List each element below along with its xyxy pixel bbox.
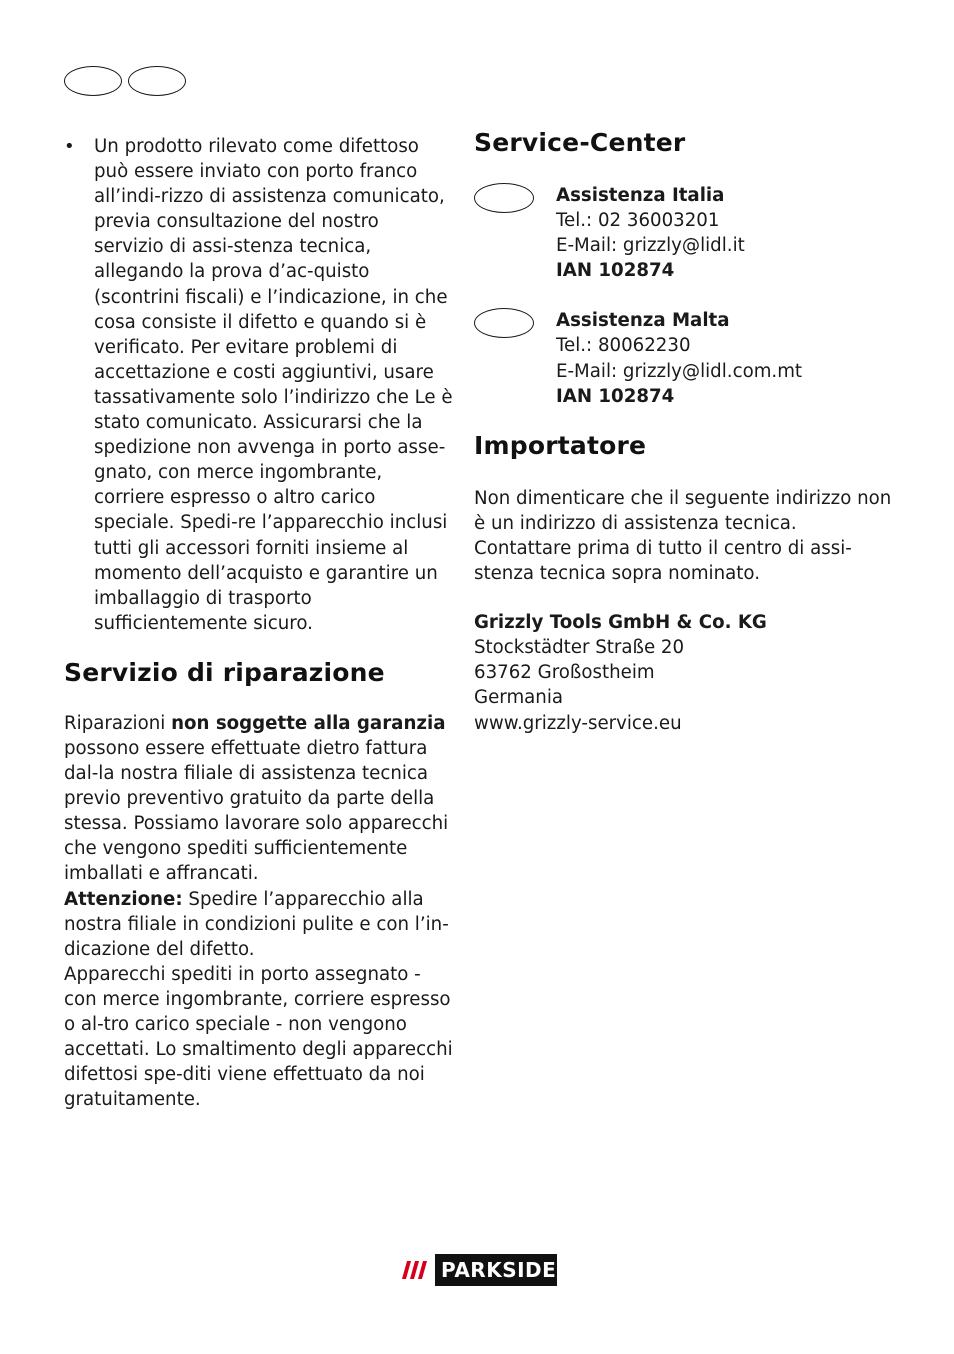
importer-address [474, 610, 894, 735]
country-oval-italy [474, 183, 534, 213]
country-oval-malta [474, 308, 534, 338]
malta-tel: Tel.: 80062230 [556, 335, 691, 357]
logo-stripes-icon [397, 1254, 435, 1286]
bullet-text: Un prodotto rilevato come difettoso può essere inviato con porto franco all’indi-rizzo di assistenza comunicato, previa consultazione del nostro servizio di assi-stenza tecnica, allegando la prova d’ac-quisto (scontrini fiscali) e l’indicazione, in che cosa consiste il difetto e quando si è verificato. Per evitare problemi di accettazione e costi aggiuntivi, usare tassativamente solo l’indirizzo che Le è stato comunicato. Assicurarsi che la spedizione non avvenga in porto asse-gnato, con merce ingombrante, corriere espresso o altro carico speciale. Spedi-re l’apparecchio inclusi tutti gli accessori forniti insieme al momento dell’acquisto e garantire un imballaggio di trasporto sufficientemente sicuro. [94, 136, 453, 634]
malta-email: E-Mail: grizzly@lidl.com.mt [556, 360, 803, 382]
logo-text: PARKSIDE [441, 1258, 557, 1282]
italy-ian: IAN 102874 [556, 260, 675, 282]
malta-name: Assistenza Malta [556, 310, 730, 332]
italy-name: Assistenza Italia [556, 185, 725, 206]
company-name: Grizzly Tools GmbH & Co. KG [474, 612, 767, 634]
company-website: www.grizzly-service.eu [474, 712, 682, 734]
language-oval-right [128, 66, 186, 96]
company-country: Germania [474, 687, 564, 709]
company-city: 63762 Großostheim [474, 662, 655, 684]
importer-text: Non dimenticare che il seguente indirizzo non è un indirizzo di assistenza tecnica. Contattare prima di tutto il centro di assi-stenza tecnica sopra nominato. [474, 487, 892, 585]
service-malta [474, 308, 894, 408]
parkside-logo [397, 1254, 557, 1286]
service-italy [474, 183, 894, 283]
language-markers [64, 66, 190, 98]
company-street: Stockstädter Straße 20 [474, 637, 685, 659]
importer-heading: Importatore [474, 430, 647, 460]
repair-p1-text-after: possono essere effettuate dietro fattura dal-la nostra filiale di assistenza tecnica previo preventivo gratuito da parte della stessa. Possiamo lavorare solo apparecchi che vengono spediti sufficientemente imballati e affrancati. [64, 737, 449, 885]
warranty-bullet [64, 134, 454, 636]
repair-p1-bold: non soggette alla garanzia [171, 712, 446, 734]
repair-p1-text: Riparazioni [64, 712, 172, 734]
repair-heading: Servizio di riparazione [64, 657, 385, 687]
italy-tel: Tel.: 02 36003201 [556, 210, 720, 232]
attention-label: Attenzione: [64, 888, 183, 910]
bullet-icon: • [64, 136, 75, 157]
repair-paragraph-3: Apparecchi spediti in porto assegnato - con merce ingombrante, corriere espresso o al-tro carico speciale - non vengono accettati. Lo smaltimento degli apparecchi difettosi spe-diti viene effettuato da noi gratuitamente. [64, 963, 453, 1111]
repair-paragraph-2 [64, 887, 454, 962]
malta-ian: IAN 102874 [556, 385, 675, 407]
left-column [64, 134, 454, 1112]
service-center-heading: Service-Center [474, 128, 686, 157]
repair-p2-text: Spedire l’apparecchio alla nostra filiale in condizioni pulite e con l’in-dicazione del difetto. [64, 888, 449, 960]
right-column [474, 128, 894, 736]
language-oval-left [64, 66, 122, 96]
repair-paragraph-1 [64, 711, 454, 887]
italy-email: E-Mail: grizzly@lidl.it [556, 235, 745, 257]
